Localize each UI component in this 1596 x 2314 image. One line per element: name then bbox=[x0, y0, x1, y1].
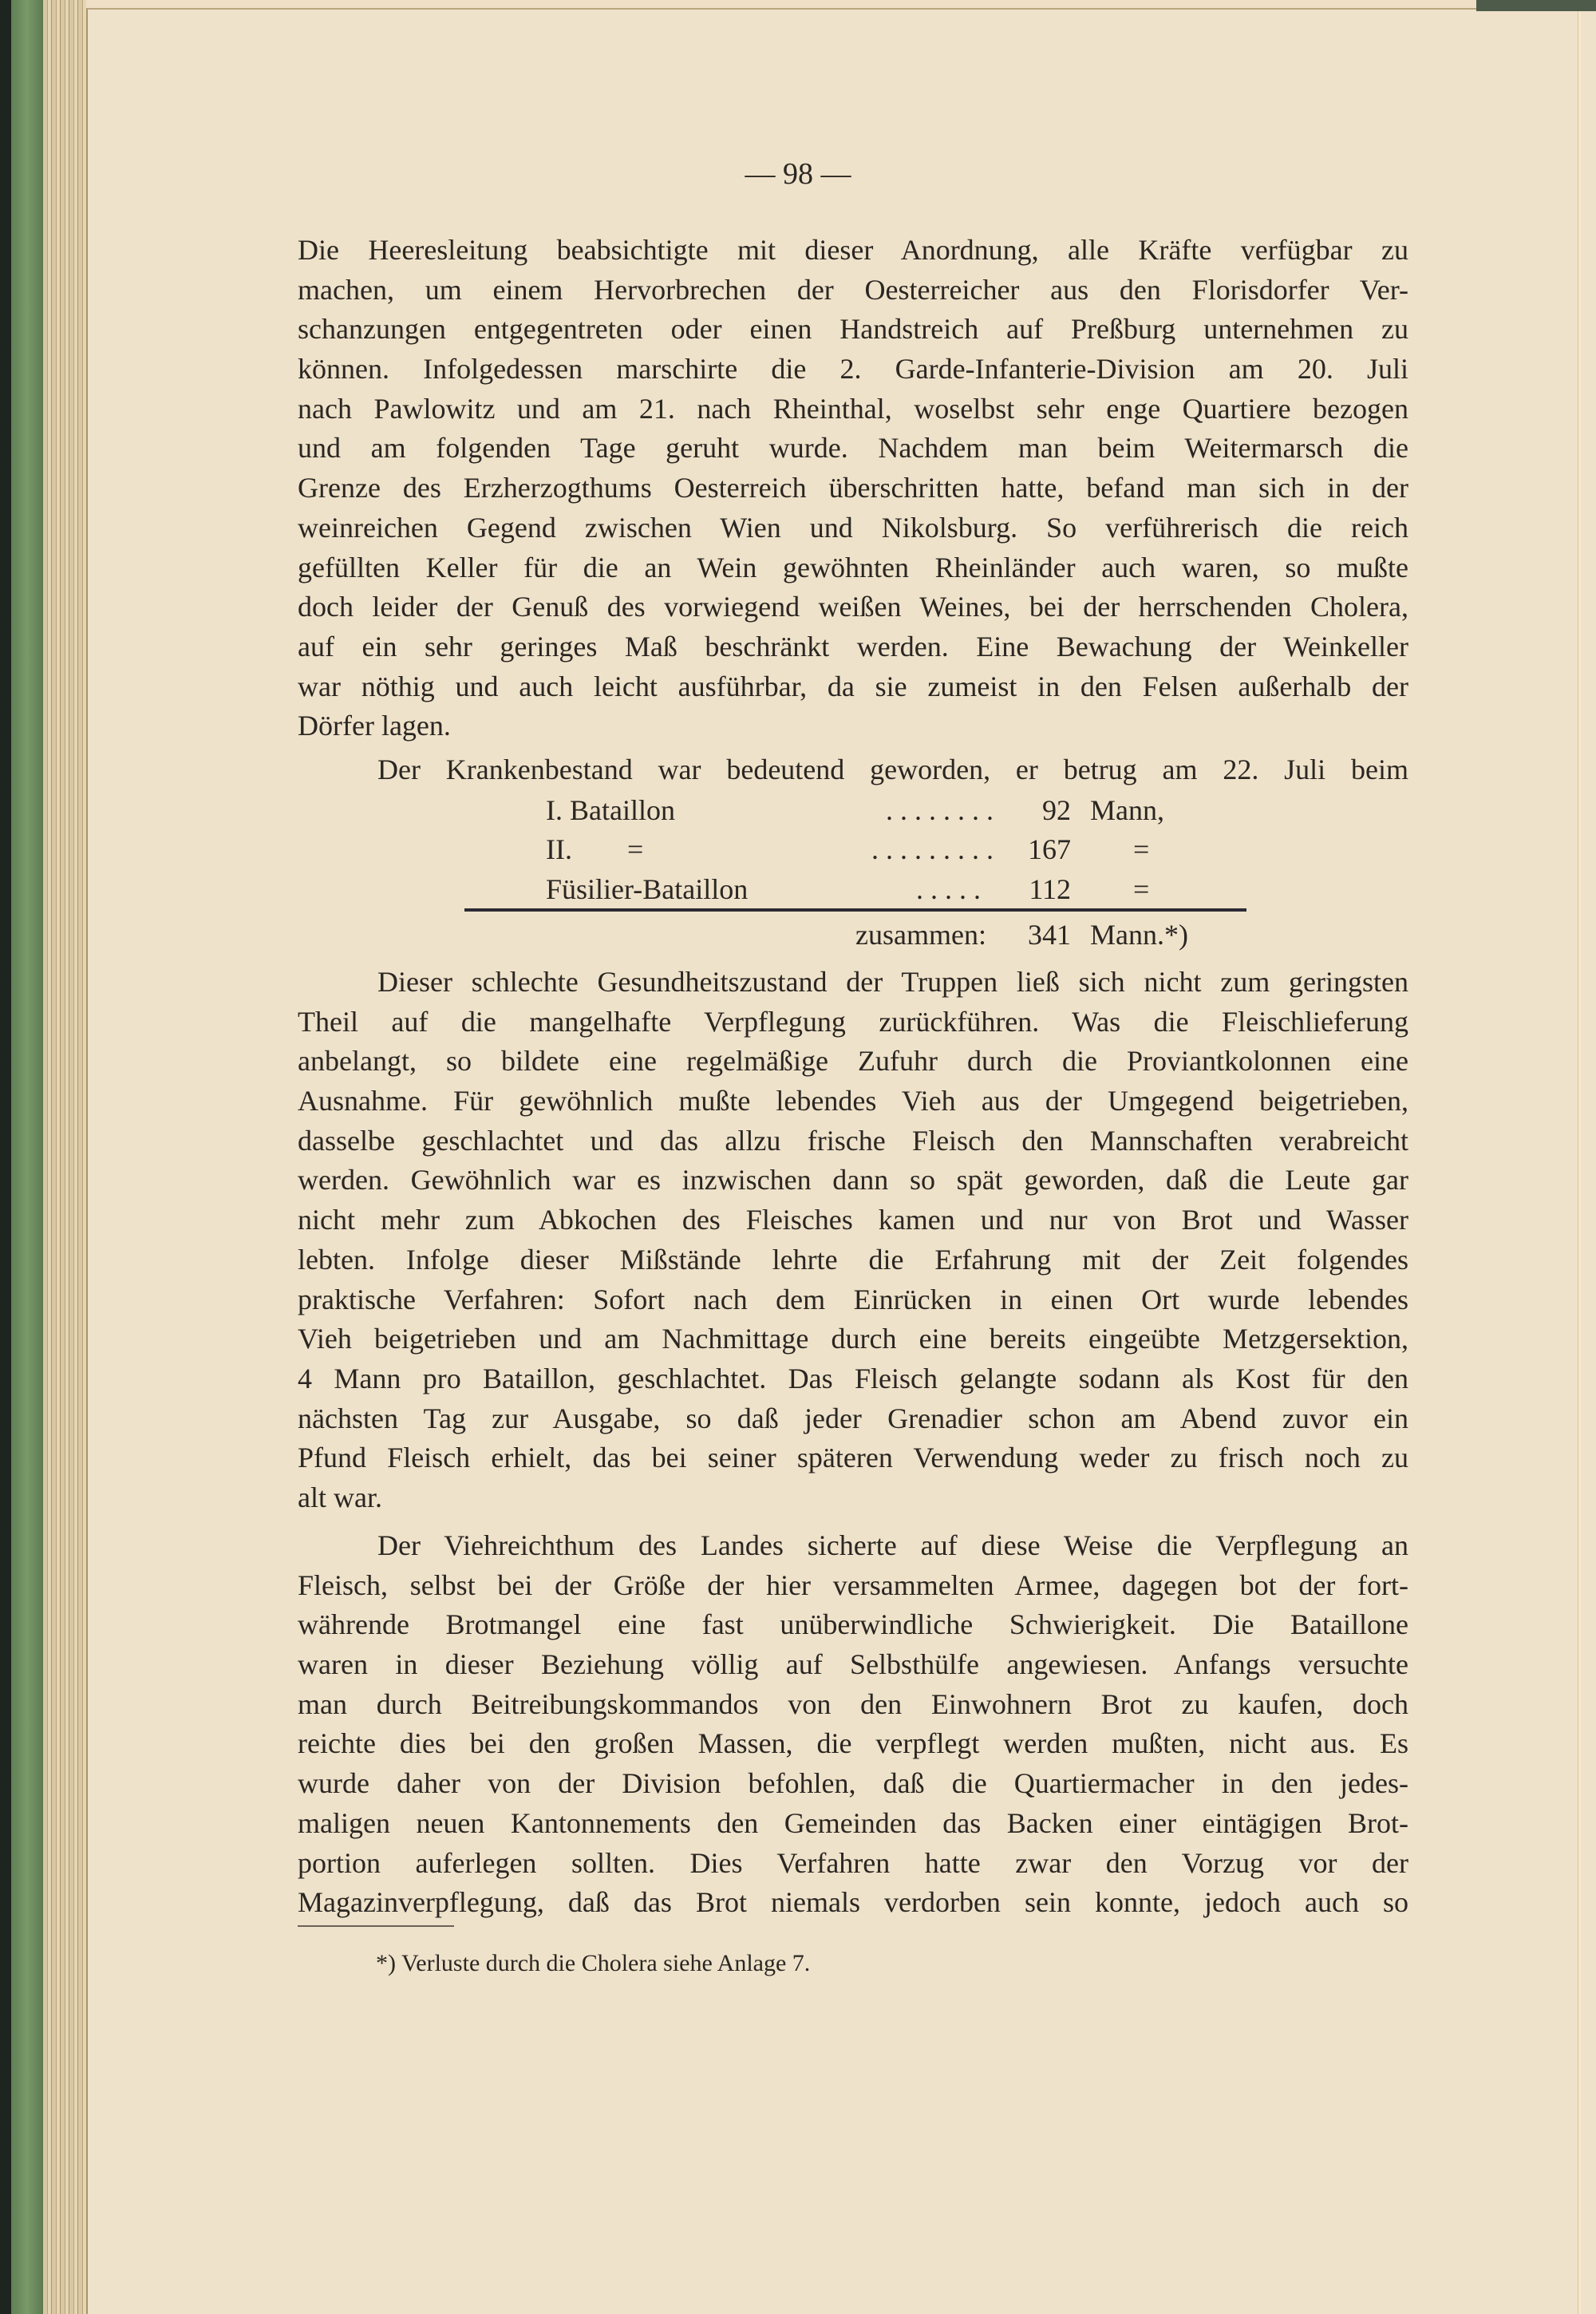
text-line: Fleisch, selbst bei der Größe der hier versammelten Armee, dagegen bot der fort- bbox=[298, 1568, 1408, 1601]
text-line: Dörfer lagen. bbox=[298, 710, 451, 742]
text-line: waren in dieser Beziehung völlig auf Selbsthülfe angewiesen. Anfangs versuchte bbox=[298, 1648, 1408, 1681]
row-value: 112 bbox=[1029, 873, 1071, 905]
page-number: — 98 — bbox=[745, 157, 851, 191]
text-line: war nöthig und auch leicht ausführbar, da sie zumeist in den Felsen außerhalb der bbox=[298, 670, 1408, 702]
text-line: auf ein sehr geringes Maß beschränkt werden. Eine Bewachung der Weinkeller bbox=[298, 630, 1408, 663]
text-line: können. Infolgedessen marschirte die 2. Garde-Infanterie-Division am 20. Juli bbox=[298, 353, 1408, 386]
total-unit: Mann.*) bbox=[1090, 919, 1188, 951]
text-line: schanzungen entgegentreten oder einen Handstreich auf Preßburg unternehmen zu bbox=[298, 313, 1408, 346]
text-line: portion auferlegen sollten. Dies Verfahren hatte zwar den Vorzug vor der bbox=[298, 1846, 1408, 1879]
total-value: 341 bbox=[1028, 919, 1071, 951]
row-value: 92 bbox=[1042, 794, 1071, 826]
text-line: weinreichen Gegend zwischen Wien und Nikolsburg. So verführerisch die reich bbox=[298, 511, 1408, 544]
paragraph-2 bbox=[298, 963, 1408, 1518]
text-line: Der Viehreichthum des Landes sicherte auf diese Weise die Verpflegung an bbox=[377, 1529, 1408, 1561]
table-intro: Der Krankenbestand war bedeutend geworden, er betrug am 22. Juli beim bbox=[377, 754, 1408, 785]
row-ditto: = bbox=[627, 833, 644, 865]
text-line: dasselbe geschlachtet und das allzu frische Fleisch den Mannschaften verabreicht bbox=[298, 1124, 1408, 1157]
text-line: gefüllten Keller für die an Wein gewöhnten Rheinländer auch waren, so mußte bbox=[298, 551, 1408, 583]
book-spine-shadow bbox=[0, 0, 11, 2314]
row-unit: Mann, bbox=[1090, 794, 1164, 826]
text-line: Die Heeresleitung beabsichtigte mit dieser Anordnung, alle Kräfte verfügbar zu bbox=[298, 234, 1408, 266]
text-line: Theil auf die mangelhafte Verpflegung zurückführen. Was die Fleischlieferung bbox=[298, 1005, 1408, 1038]
row-dots: . . . . . . . . . bbox=[871, 833, 994, 865]
text-line: Magazinverpflegung, daß das Brot niemals verdorben sein konnte, jedoch auch so bbox=[298, 1886, 1408, 1919]
page-stack-edges bbox=[43, 0, 86, 2314]
row-label: II. bbox=[546, 833, 572, 865]
text-line: praktische Verfahren: Sofort nach dem Einrücken in einen Ort wurde lebendes bbox=[298, 1283, 1408, 1315]
text-line: nach Pawlowitz und am 21. nach Rheinthal, woselbst sehr enge Quartiere bezogen bbox=[298, 392, 1408, 425]
paragraph-1 bbox=[298, 231, 1408, 746]
text-line: Ausnahme. Für gewöhnlich mußte lebendes Vieh aus der Umgegend beigetrieben, bbox=[298, 1085, 1408, 1117]
text-line: und am folgenden Tage geruht wurde. Nachdem man beim Weitermarsch die bbox=[298, 432, 1408, 465]
page-crease bbox=[1578, 11, 1581, 2314]
text-line: alt war. bbox=[298, 1481, 382, 1513]
total-label: zusammen: bbox=[855, 919, 986, 951]
row-dots: . . . . . bbox=[916, 873, 981, 905]
text-line: werden. Gewöhnlich war es inzwischen dann so spät geworden, daß die Leute gar bbox=[298, 1164, 1408, 1197]
sum-rule bbox=[464, 908, 1246, 912]
footnote-rule bbox=[298, 1925, 454, 1927]
text-line: wurde daher von der Division befohlen, daß die Quartiermacher in den jedes- bbox=[298, 1767, 1408, 1800]
text-line: lebten. Infolge dieser Mißstände lehrte die Erfahrung mit der Zeit folgendes bbox=[298, 1243, 1408, 1276]
row-value: 167 bbox=[1028, 833, 1071, 865]
table-intro-container bbox=[298, 750, 1408, 790]
text-line: Dieser schlechte Gesundheitszustand der Truppen ließ sich nicht zum geringsten bbox=[377, 966, 1408, 998]
row-unit: = bbox=[1133, 833, 1150, 865]
text-line: reichte dies bei den großen Massen, die verpflegt werden mußten, nicht aus. Es bbox=[298, 1727, 1408, 1760]
text-line: Pfund Fleisch erhielt, das bei seiner späteren Verwendung weder zu frisch noch zu bbox=[298, 1442, 1408, 1474]
row-label: Füsilier-Bataillon bbox=[546, 873, 749, 905]
text-line: nächsten Tag zur Ausgabe, so daß jeder Grenadier schon am Abend zuvor ein bbox=[298, 1402, 1408, 1434]
text-line: Vieh beigetrieben und am Nachmittage durch eine bereits eingeübte Metzgersektion, bbox=[298, 1323, 1408, 1355]
text-line: währende Brotmangel eine fast unüberwindliche Schwierigkeit. Die Bataillone bbox=[298, 1608, 1408, 1641]
text-line: 4 Mann pro Bataillon, geschlachtet. Das Fleisch gelangte sodann als Kost für den bbox=[298, 1362, 1408, 1394]
paragraph-3 bbox=[298, 1526, 1408, 1923]
text-line: machen, um einem Hervorbrechen der Oesterreicher aus den Florisdorfer Ver- bbox=[298, 273, 1408, 306]
text-line: nicht mehr zum Abkochen des Fleisches kamen und nur von Brot und Wasser bbox=[298, 1204, 1408, 1236]
row-label: I. Bataillon bbox=[546, 794, 675, 826]
row-dots: . . . . . . . . bbox=[886, 794, 994, 826]
row-unit: = bbox=[1133, 873, 1150, 905]
book-cover-edge bbox=[11, 0, 43, 2314]
text-line: maligen neuen Kantonnements den Gemeinden das Backen einer eintägigen Brot- bbox=[298, 1806, 1408, 1839]
text-line: doch leider der Genuß des vorwiegend weißen Weines, bei der herrschenden Cholera, bbox=[298, 591, 1408, 623]
text-line: man durch Beitreibungskommandos von den Einwohnern Brot zu kaufen, doch bbox=[298, 1687, 1408, 1720]
text-line: anbelangt, so bildete eine regelmäßige Zufuhr durch die Proviantkolonnen eine bbox=[298, 1045, 1408, 1078]
cover-top-edge bbox=[1476, 0, 1596, 11]
text-line: Grenze des Erzherzogthums Oesterreich überschritten hatte, befand man sich in der bbox=[298, 472, 1408, 504]
footnote: *) Verluste durch die Cholera siehe Anlage 7. bbox=[376, 1950, 811, 1976]
